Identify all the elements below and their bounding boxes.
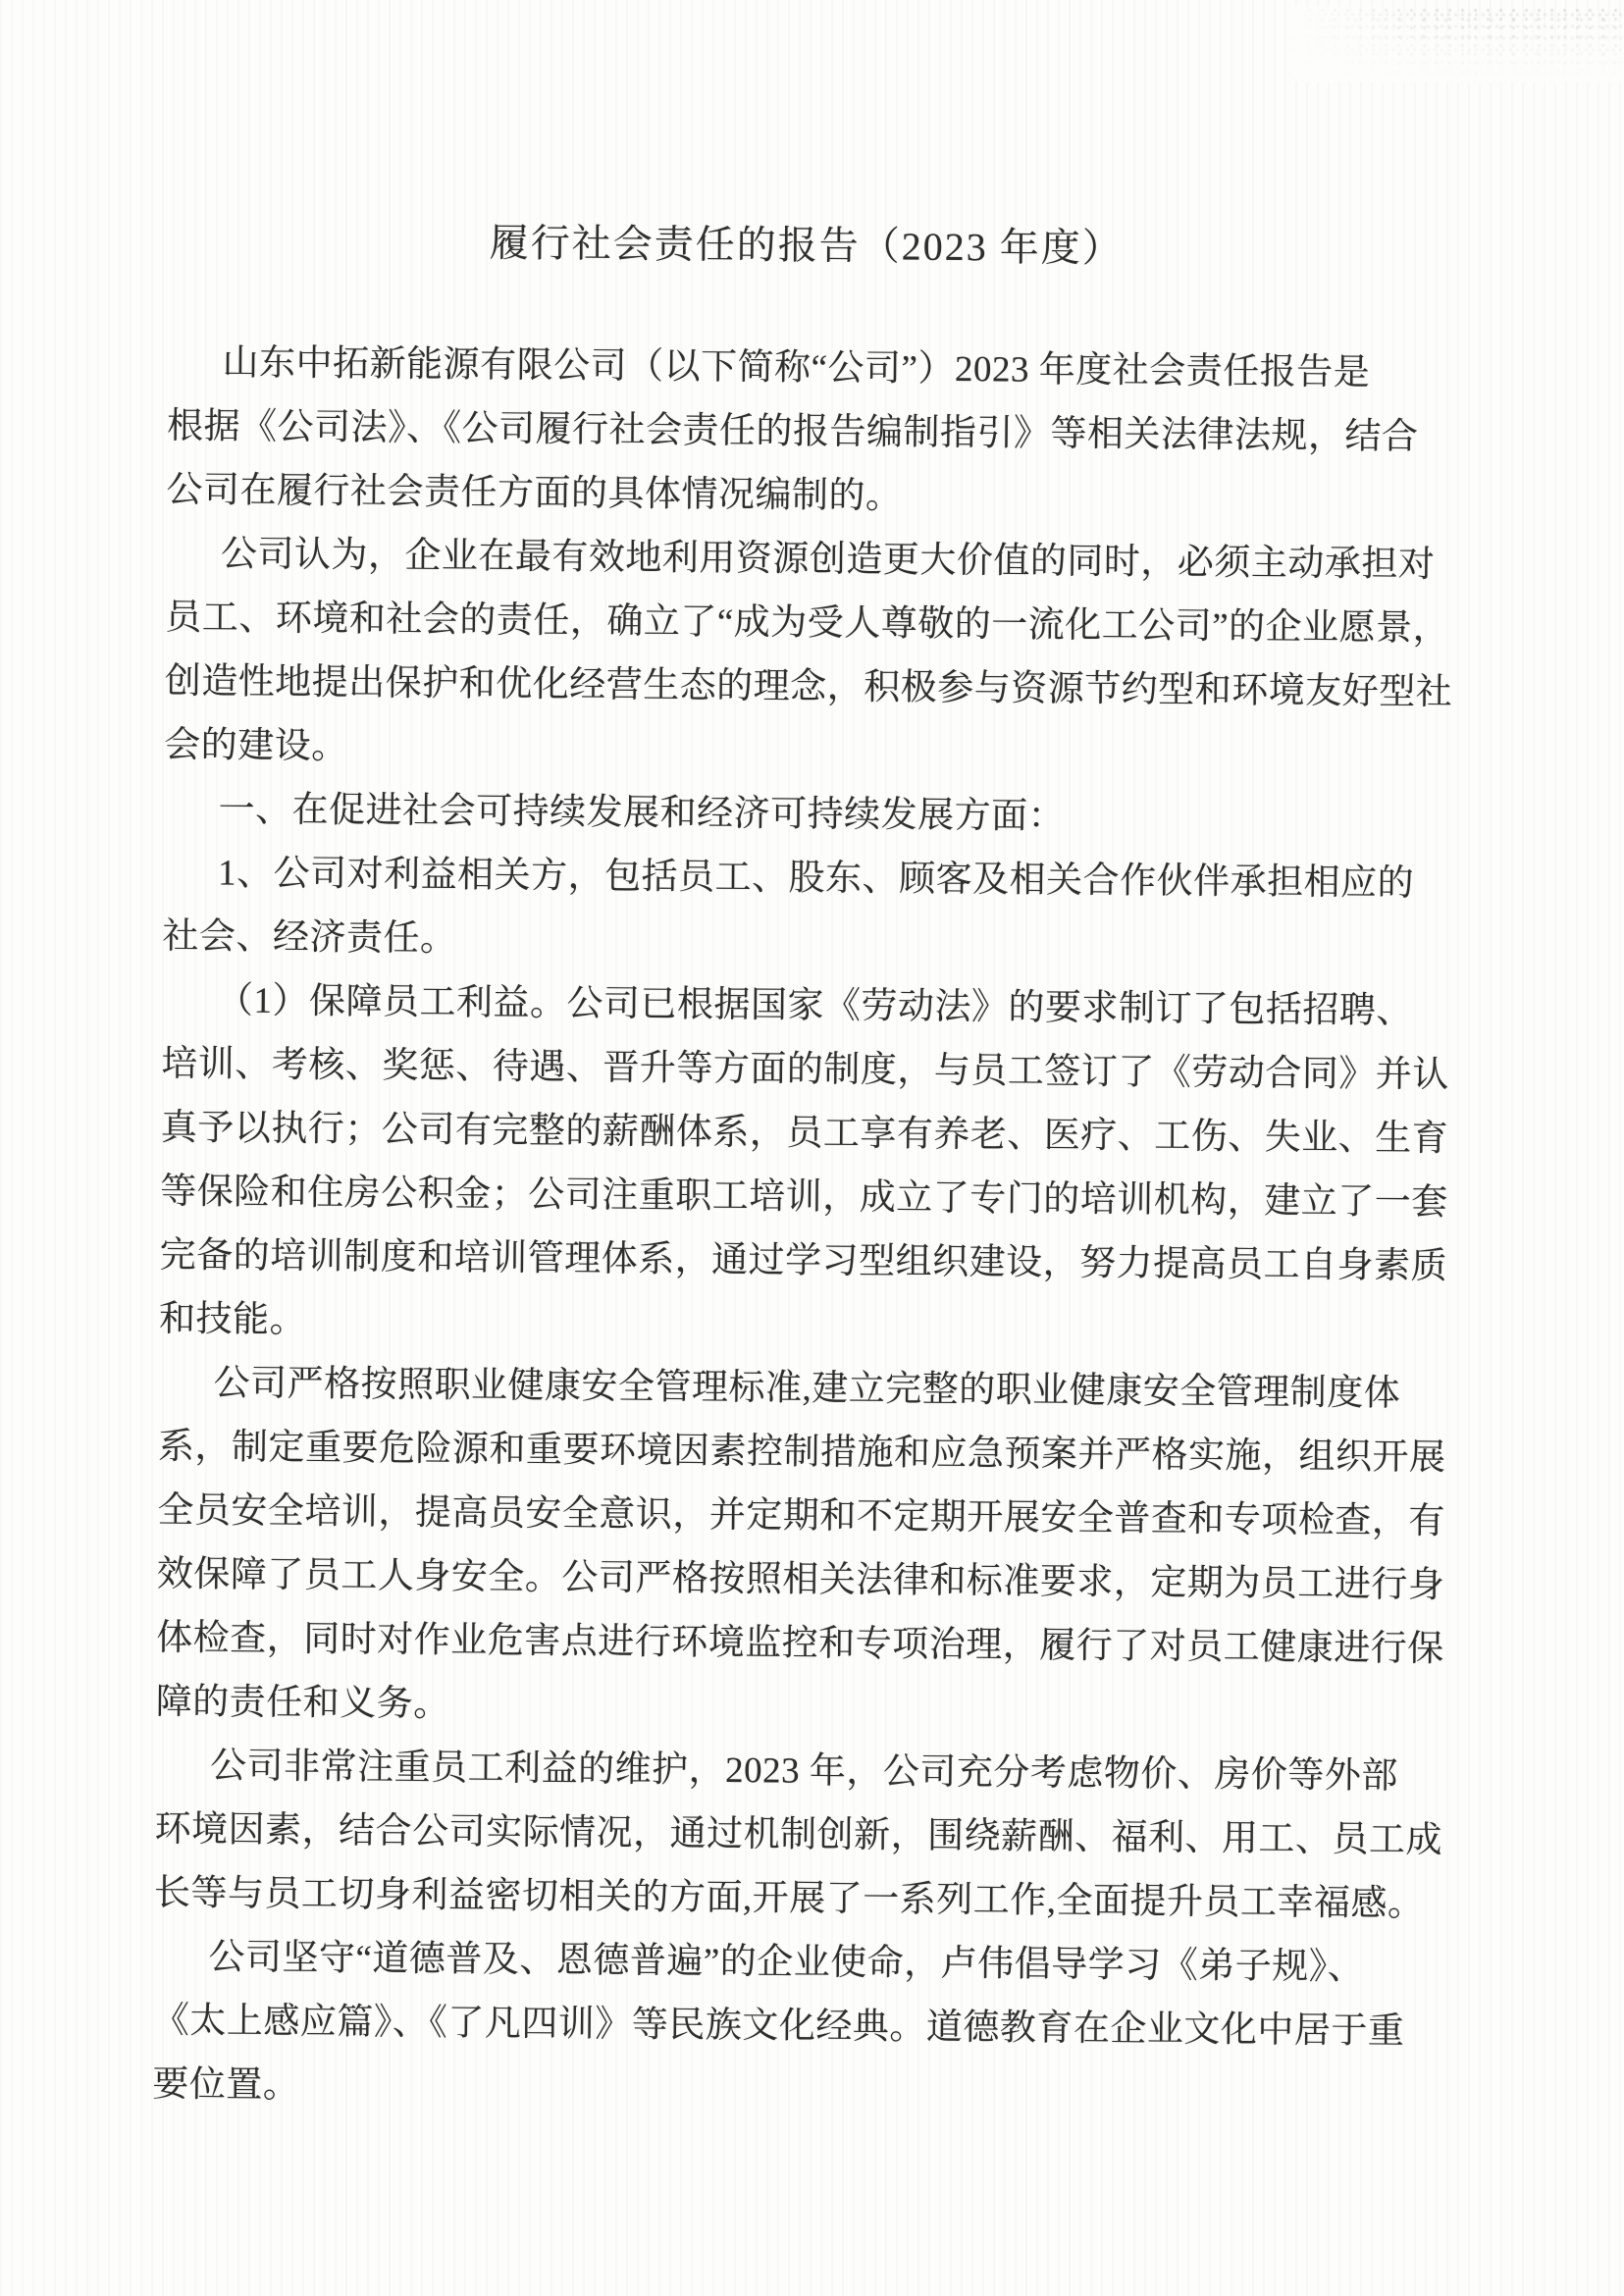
text-line: 根据《公司法》、《公司履行社会责任的报告编制指引》等相关法律法规，结合 — [166, 405, 1419, 458]
paragraph-corporate-culture — [152, 1925, 1430, 2127]
text-line: 等保险和住房公积金；公司注重职工培训，成立了专门的培训机构，建立了一套 — [160, 1171, 1448, 1224]
text-line: 效保障了员工人身安全。公司严格按照相关法律和标准要求，定期为员工进行身 — [156, 1553, 1445, 1606]
document-content — [152, 208, 1453, 2127]
text-line: 创造性地提出保护和优化经营生态的理念，积极参与资源节约型和环境友好型社 — [164, 660, 1453, 713]
text-line: 障的责任和义务。 — [155, 1681, 450, 1725]
section-heading-sustainable-development — [163, 777, 1440, 852]
text-line: 全员安全培训，提高员安全意识，并定期和不定期开展安全普查和专项检查，有 — [157, 1489, 1446, 1542]
text-line: 和技能。 — [158, 1298, 307, 1341]
paragraph-report-basis — [166, 331, 1443, 533]
text-line: 要位置。 — [152, 2063, 300, 2107]
text-line: 社会、经济责任。 — [162, 915, 457, 960]
text-line: 体检查，同时对作业危害点进行环境监控和专项治理，履行了对员工健康进行保 — [156, 1617, 1444, 1670]
text-line: 山东中拓新能源有限公司（以下简称“公司”）2023 年度社会责任报告是 — [222, 342, 1371, 393]
text-line: 公司严格按照职业健康安全管理标准,建立完整的职业健康安全管理制度体 — [213, 1363, 1401, 1414]
paragraph-company-vision — [164, 522, 1453, 788]
text-line: 公司坚守“道德普及、恩德普遍”的企业使命，卢伟倡导学习《弟子规》、 — [208, 1937, 1365, 1988]
text-line: 环境因素，结合公司实际情况，通过机制创新，围绕薪酬、福利、用工、员工成 — [154, 1808, 1443, 1861]
text-line: 公司非常注重员工利益的维护，2023 年，公司充分考虑物价、房价等外部 — [209, 1746, 1399, 1797]
text-line: 长等与员工切身利益密切相关的方面,开展了一系列工作,全面提升员工幸福感。 — [153, 1872, 1425, 1925]
heading-line: 一、在促进社会可持续发展和经济可持续发展方面： — [218, 789, 1066, 837]
text-line: 1、公司对利益相关方，包括员工、股东、顾客及相关合作伙伴承担相应的 — [217, 853, 1415, 905]
text-line: 《太上感应篇》、《了凡四训》等民族文化经典。道德教育在企业文化中居于重 — [152, 2000, 1405, 2053]
document-title: 履行社会责任的报告（2023 年度） — [489, 220, 1124, 271]
text-line: 真予以执行；公司有完整的薪酬体系，员工享有养老、医疗、工伤、失业、生育 — [160, 1107, 1449, 1160]
paragraph-stakeholder-responsibility — [162, 841, 1439, 979]
text-line: 完备的培训制度和培训管理体系，通过学习型组织建设，努力提高员工自身素质 — [159, 1234, 1448, 1287]
scan-artifact-fade — [1290, 6, 1624, 82]
text-line: 公司认为，企业在最有效地利用资源创造更大价值的同时，必须主动承担对 — [220, 534, 1436, 586]
paragraph-occupational-safety — [155, 1351, 1446, 1745]
paragraph-employee-interests — [158, 968, 1450, 1362]
text-line: 培训、考核、奖惩、待遇、晋升等方面的制度，与员工签订了《劳动合同》并认 — [161, 1043, 1450, 1096]
text-line: （1）保障员工利益。公司已根据国家《劳动法》的要求制订了包括招聘、 — [216, 980, 1414, 1032]
text-line: 会的建设。 — [164, 724, 348, 767]
text-line: 系，制定重要危险源和重要环境因素控制措施和应急预案并严格实施，组织开展 — [157, 1426, 1446, 1479]
text-line: 公司在履行社会责任方面的具体情况编制的。 — [166, 469, 903, 517]
text-line: 员工、环境和社会的责任，确立了“成为受人尊敬的一流化工公司”的企业愿景， — [165, 597, 1450, 650]
paragraph-employee-welfare-2023 — [153, 1734, 1443, 1936]
